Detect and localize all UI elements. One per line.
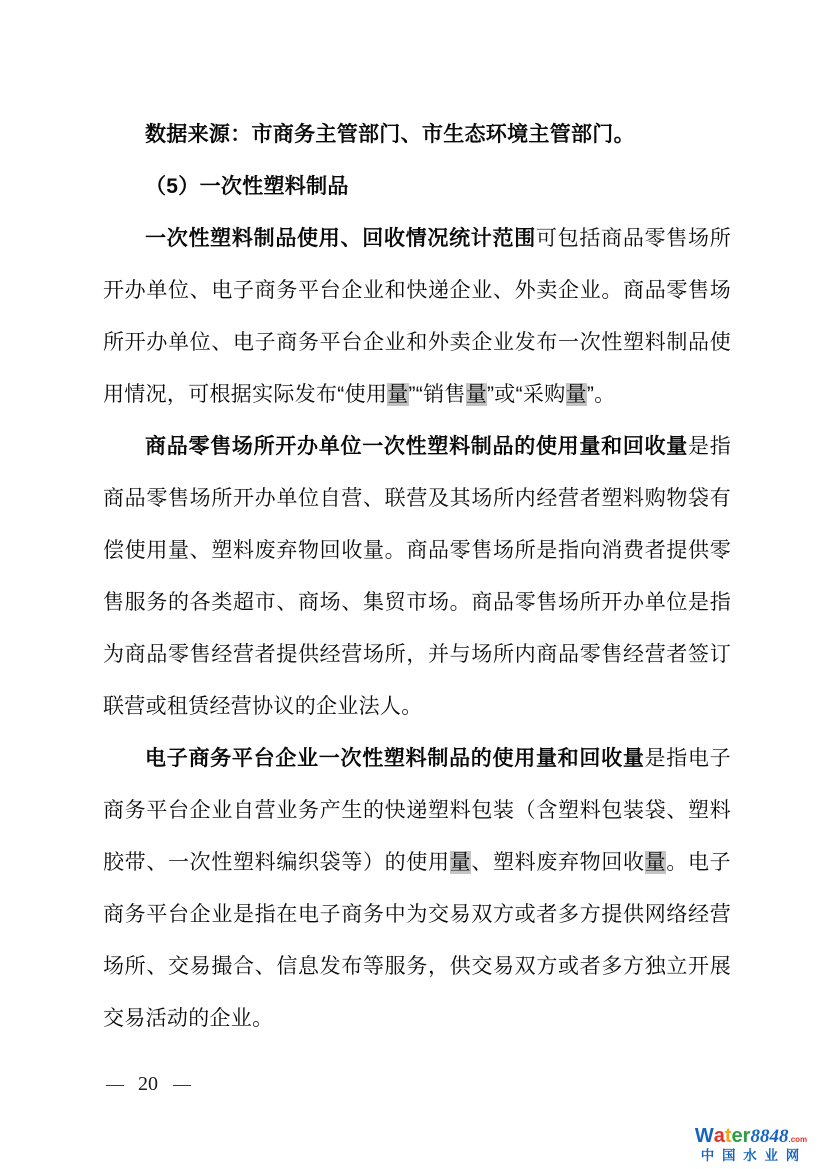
text-run: ”“销售: [408, 383, 466, 406]
highlighted-text-run: 量: [565, 383, 587, 406]
bold-text-run: 一次性塑料制品使用、回收情况统计范围: [145, 227, 536, 250]
highlighted-text-run: 量: [387, 383, 409, 406]
page-number: 20: [138, 1073, 158, 1095]
bold-text-run: 数据来源：市商务主管部门、市生态环境主管部门。: [145, 123, 635, 146]
bold-text-run: （5）一次性塑料制品: [145, 175, 349, 198]
logo-8848-text: 8848: [750, 1125, 789, 1147]
highlighted-text-run: 量: [465, 383, 488, 406]
data-source-line: [103, 109, 731, 161]
text-run: 、塑料废弃物回收: [471, 851, 645, 874]
bold-text-run: 电子商务平台企业一次性塑料制品的使用量和回收量: [145, 747, 645, 770]
water8848-wordmark: [689, 1126, 813, 1146]
paragraph-ecommerce-platforms: [103, 733, 731, 1045]
text-run: 是指电子商务平台企业自营业务产生的快递塑料包装（含塑料包装袋、塑料胶带、一次性塑料编织袋等）的使用: [103, 747, 732, 874]
paragraph-retail-venues: [103, 421, 731, 733]
page-footer: [106, 1073, 190, 1096]
logo-letter: r: [742, 1124, 751, 1147]
highlighted-text-run: 量: [449, 851, 472, 874]
section-heading: [103, 161, 731, 213]
text-run: ”。: [586, 383, 616, 406]
logo-com-text: .com: [788, 1134, 808, 1144]
highlighted-text-run: 量: [644, 851, 667, 874]
paragraph-statistics-scope: [103, 213, 731, 421]
text-run: 可包括商品零售场所开办单位、电子商务平台企业和快递企业、外卖企业。商品零售场所开办单位、电子商务平台企业和外卖企业发布一次性塑料制品使用情况，可根据实际发布“使用: [103, 227, 732, 406]
document-content: [103, 109, 731, 1045]
bold-text-run: 商品零售场所开办单位一次性塑料制品的使用量和回收量: [145, 435, 688, 458]
logo-letter: e: [731, 1124, 743, 1147]
logo-letter: a: [713, 1124, 725, 1147]
logo-water-text: [695, 1125, 751, 1147]
footer-dash-right: —: [173, 1074, 190, 1094]
text-run: 。电子商务平台企业是指在电子商务中为交易双方或者多方提供网络经营场所、交易撮合、信息发布等服务，供交易双方或者多方独立开展交易活动的企业。: [103, 851, 731, 1030]
text-run: ”或“采购: [487, 383, 566, 406]
logo-letter: t: [724, 1124, 732, 1147]
footer-dash-left: —: [106, 1074, 123, 1094]
logo-letter: W: [694, 1124, 714, 1147]
text-run: 是指商品零售场所开办单位自营、联营及其场所内经营者塑料购物袋有偿使用量、塑料废弃物回收量。商品零售场所是指向消费者提供零售服务的各类超市、商场、集贸市场。商品零售场所开办单位是指为商品零售经营者提供经营场所，并与场所内商品零售经营者签订联营或租赁经营协议的企业法人。: [103, 435, 732, 718]
logo-chinese-tagline: 中 国 水 业 网: [700, 1147, 802, 1163]
water8848-logo: [689, 1126, 813, 1163]
